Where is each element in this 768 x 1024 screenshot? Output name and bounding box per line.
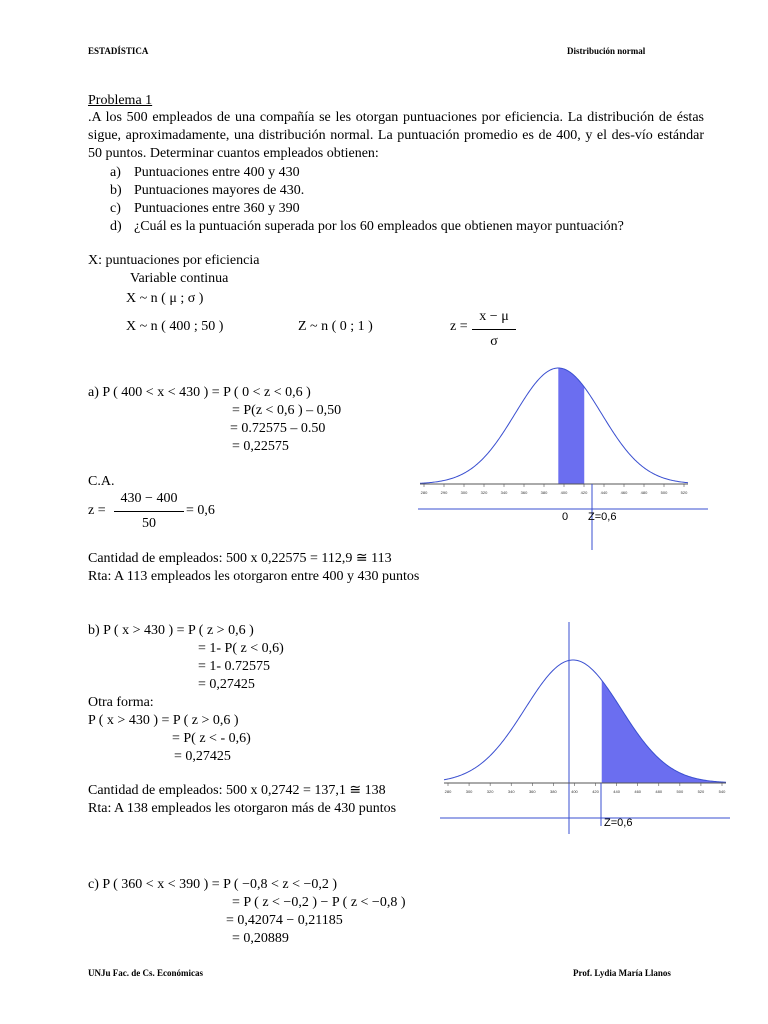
z-formula-numerator: x − μ <box>479 309 509 324</box>
part-c-line-4: = 0,20889 <box>232 931 289 946</box>
x-tick-label: 480 <box>640 490 648 495</box>
ca-result: = 0,6 <box>186 503 215 518</box>
x-tick-label: 290 <box>440 490 448 495</box>
x-tick-label: 520 <box>697 789 705 794</box>
problem-statement: .A los 500 empleados de una compañía se les otorgan puntuaciones por eficiencia. La distribución de éstas sigue, aproximadamente, una distribución normal. La puntuación promedio es de 400, y el des-vío estándar 50 puntos. Determinar cuantos empleados obtienen: <box>88 110 704 161</box>
part-b-line-6: P ( x > 430 ) = P ( z > 0,6 ) <box>88 713 239 728</box>
problem-items <box>110 164 624 236</box>
list-item <box>110 218 624 236</box>
z-formula-denominator: σ <box>490 334 498 349</box>
item-text: Puntuaciones entre 400 y 430 <box>134 165 300 180</box>
item-text: Puntuaciones mayores de 430. <box>134 183 305 198</box>
footer-professor: Prof. Lydia María Llanos <box>573 968 671 978</box>
x-tick-label: 340 <box>507 789 515 794</box>
specific-distribution: X ~ n ( 400 ; 50 ) <box>126 319 224 334</box>
part-b-line-8: = 0,27425 <box>174 749 231 764</box>
x-tick-label: 440 <box>600 490 608 495</box>
x-tick-label: 420 <box>592 789 599 794</box>
part-b-line-1: b) P ( x > 430 ) = P ( z > 0,6 ) <box>88 623 254 638</box>
item-text: ¿Cuál es la puntuación superada por los 60 empleados que obtienen mayor puntuación? <box>134 219 624 234</box>
x-tick-label: 300 <box>465 789 473 794</box>
ca-numerator: 430 − 400 <box>120 491 178 506</box>
x-tick-label: 320 <box>480 490 488 495</box>
item-marker: c) <box>110 201 121 216</box>
x-tick-label: 540 <box>718 789 726 794</box>
variable-type: Variable continua <box>130 271 229 286</box>
general-distribution: X ~ n ( μ ; σ ) <box>126 291 204 306</box>
x-tick-label: 280 <box>444 789 452 794</box>
x-tick-label: 500 <box>660 490 668 495</box>
normal-curve-chart-a <box>418 360 718 550</box>
x-tick-label: 460 <box>634 789 642 794</box>
x-tick-label: 380 <box>550 789 557 794</box>
item-text: Puntuaciones entre 360 y 390 <box>134 201 300 216</box>
x-definition: X: puntuaciones por eficiencia <box>88 253 260 268</box>
header-subject: ESTADÍSTICA <box>88 46 149 56</box>
item-marker: d) <box>110 219 122 234</box>
x-tick-label: 520 <box>680 490 688 495</box>
normal-curve <box>420 368 688 483</box>
item-marker: a) <box>110 165 121 180</box>
header-topic: Distribución normal <box>567 46 646 56</box>
list-item <box>110 182 624 200</box>
ca-denominator: 50 <box>142 516 156 531</box>
x-tick-label: 400 <box>571 789 578 794</box>
ca-fraction <box>114 490 184 533</box>
z-distribution: Z ~ n ( 0 ; 1 ) <box>298 319 373 334</box>
part-b-rta: Rta: A 138 empleados les otorgaron más de 430 puntos <box>88 801 397 816</box>
x-tick-label: 460 <box>620 490 628 495</box>
ca-z-label: z = <box>88 503 106 518</box>
part-b-cantidad: Cantidad de empleados: 500 x 0,2742 = 137,1 ≅ 138 <box>88 783 386 798</box>
x-tick-label: 360 <box>528 789 536 794</box>
part-c-line-2: = P ( z < −0,2 ) − P ( z < −0,8 ) <box>232 895 406 910</box>
part-b-otra-forma: Otra forma: <box>88 695 154 710</box>
x-tick-label: 480 <box>655 789 663 794</box>
problem-title: Problema 1 <box>88 93 153 108</box>
item-marker: b) <box>110 183 122 198</box>
x-tick-label: 320 <box>486 789 494 794</box>
shaded-area <box>602 680 726 783</box>
x-tick-label: 420 <box>580 490 588 495</box>
footer-institution: UNJu Fac. de Cs. Económicas <box>88 968 203 978</box>
x-tick-label: 300 <box>460 490 468 495</box>
part-c-line-1: c) P ( 360 < x < 390 ) = P ( −0,8 < z < −0,2 ) <box>88 877 338 892</box>
part-b-line-7: = P( z < - 0,6) <box>172 731 251 746</box>
part-a-rta: Rta: A 113 empleados les otorgaron entre 400 y 430 puntos <box>88 569 420 584</box>
x-tick-label: 440 <box>613 789 620 794</box>
x-tick-label: 340 <box>500 490 508 495</box>
z-zero-label: 0 <box>562 511 569 523</box>
part-a-line-2: = P(z < 0,6 ) – 0,50 <box>232 403 342 418</box>
part-c-line-3: = 0,42074 − 0,21185 <box>226 913 343 928</box>
x-tick-label: 500 <box>676 789 684 794</box>
shaded-area <box>558 368 584 484</box>
x-tick-label: 280 <box>420 490 428 495</box>
part-a-line-1: a) P ( 400 < x < 430 ) = P ( 0 < z < 0,6 ) <box>88 385 311 400</box>
x-tick-label: 360 <box>520 490 528 495</box>
list-item <box>110 164 624 182</box>
z-formula-fraction <box>472 308 516 351</box>
x-tick-label: 380 <box>540 490 548 495</box>
part-b-line-3: = 1- 0.72575 <box>198 659 271 674</box>
z-value-label: Z=0,6 <box>588 511 617 523</box>
part-b-line-2: = 1- P( z < 0,6) <box>198 641 284 656</box>
part-a-line-4: = 0,22575 <box>232 439 289 454</box>
z-value-label: Z=0,6 <box>604 817 633 829</box>
normal-curve <box>444 660 726 782</box>
list-item <box>110 200 624 218</box>
ca-label: C.A. <box>88 474 115 489</box>
x-tick-label: 400 <box>560 490 568 495</box>
z-formula-label: z = <box>450 319 468 334</box>
part-a-cantidad: Cantidad de empleados: 500 x 0,22575 = 112,9 ≅ 113 <box>88 551 392 566</box>
part-b-line-4: = 0,27425 <box>198 677 255 692</box>
normal-curve-chart-b <box>440 618 730 834</box>
part-a-line-3: = 0.72575 – 0.50 <box>230 421 326 436</box>
